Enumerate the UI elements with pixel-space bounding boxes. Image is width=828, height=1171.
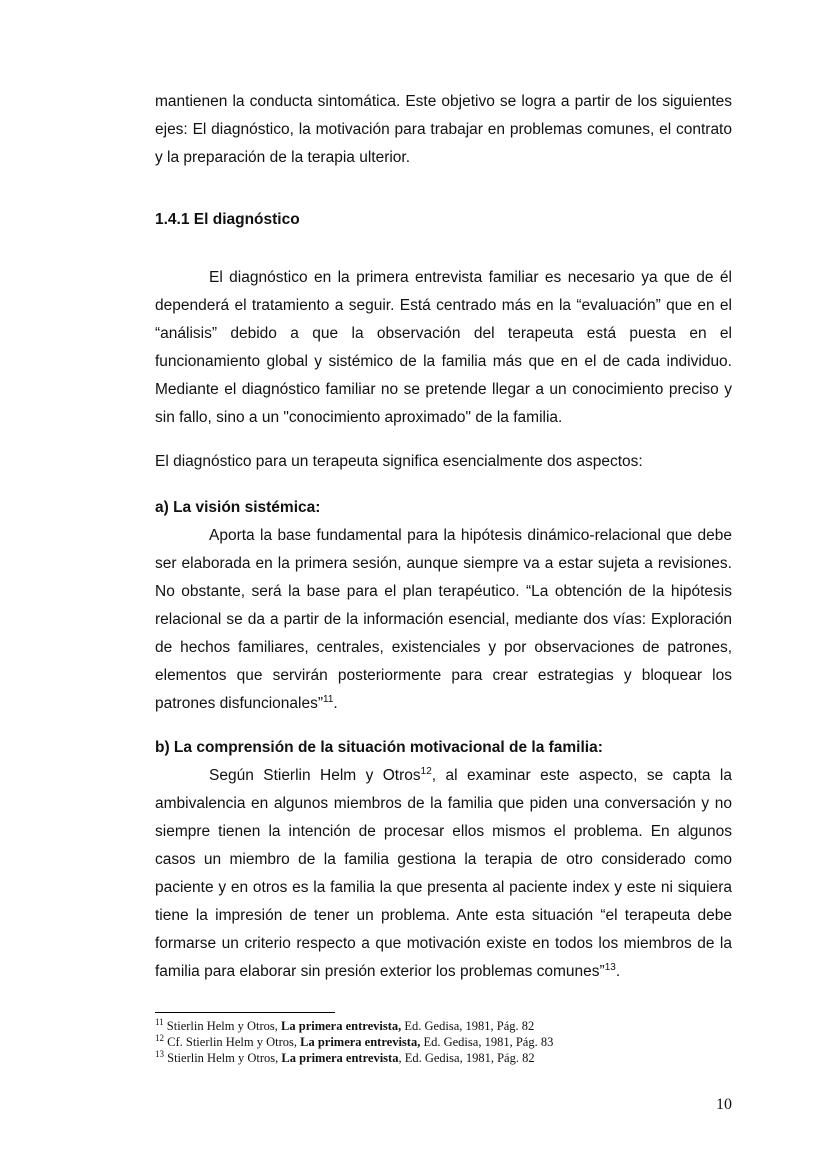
footnotes-section bbox=[155, 1012, 732, 1066]
aspect-a-heading: a) La visión sistémica: bbox=[155, 499, 321, 516]
footnote-ref-11: 11 bbox=[323, 693, 334, 705]
footnote-12-cite: Ed. Gedisa, 1981, Pág. 83 bbox=[420, 1035, 554, 1049]
aspect-a-after: . bbox=[333, 695, 338, 712]
paragraph-aspect-a bbox=[155, 522, 732, 718]
footnote-11-number: 11 bbox=[155, 1016, 164, 1027]
paragraph-intro: mantienen la conducta sintomática. Este objetivo se logra a partir de los siguientes ejes: El diagnóstico, la motivación para trabajar en problemas comunes, el contrato y la preparación de la terapia ulterior. bbox=[155, 93, 732, 166]
footnote-11-cite: Ed. Gedisa, 1981, Pág. 82 bbox=[401, 1019, 535, 1033]
aspect-a-text: Aporta la base fundamental para la hipótesis dinámico-relacional que debe ser elaborada en la primera sesión, aunque siempre va a estar sujeta a revisiones. No obstante, será la base para el plan terapéutico. “La obtención de la hipótesis relacional se da a partir de la información esencial, mediante dos vías: Exploración de hechos familiares, centrales, existenciales y por observaciones de patrones, elementos que servirán posteriormente para crear estrategias y bloquear los patrones disfuncionales” bbox=[155, 527, 732, 712]
footnote-divider bbox=[155, 1012, 335, 1013]
footnote-ref-12: 12 bbox=[420, 765, 432, 777]
paragraph-aspect-b bbox=[155, 762, 732, 986]
footnote-13-cite: , Ed. Gedisa, 1981, Pág. 82 bbox=[398, 1051, 535, 1065]
footnote-12 bbox=[155, 1034, 732, 1050]
footnote-11 bbox=[155, 1018, 732, 1034]
footnote-11-text: Stierlin Helm y Otros, bbox=[163, 1019, 282, 1033]
footnote-ref-13: 13 bbox=[604, 961, 616, 973]
footnote-13-number: 13 bbox=[155, 1048, 164, 1059]
paragraph-aspects-intro: El diagnóstico para un terapeuta significa esencialmente dos aspectos: bbox=[155, 453, 643, 470]
aspect-b-part3: . bbox=[615, 963, 621, 980]
footnote-13-title: La primera entrevista bbox=[281, 1051, 399, 1065]
page-content bbox=[155, 88, 732, 986]
aspect-b-part2: , al examinar este aspecto, se capta la ambivalencia en algunos miembros de la familia que piden una conversación y no siempre tienen la intención de procesar ellos mismos el problema. En algunos casos un miembro de la familia gestiona la terapia de otro considerado como paciente y en otros es la familia la que presenta al paciente index y este ni siquiera tiene la impresión de tener un problema. Ante esta situación “el terapeuta debe formarse un criterio respecto a que motivación existe en todos los miembros de la familia para elaborar sin presión exterior los problemas comunes” bbox=[155, 767, 732, 980]
section-heading: 1.4.1 El diagnóstico bbox=[155, 211, 300, 228]
footnote-12-title: La primera entrevista, bbox=[300, 1035, 421, 1049]
aspect-b-heading: b) La comprensión de la situación motivacional de la familia: bbox=[155, 739, 603, 756]
footnote-12-text: Cf. Stierlin Helm y Otros, bbox=[164, 1035, 301, 1049]
footnote-13 bbox=[155, 1050, 732, 1066]
aspect-b-part1: Según Stierlin Helm y Otros bbox=[209, 767, 421, 784]
paragraph-diagnostico: El diagnóstico en la primera entrevista familiar es necesario ya que de él dependerá el tratamiento a seguir. Está centrado más en la “evaluación” que en el “análisis” debido a que la observación del terapeuta está puesta en el funcionamiento global y sistémico de la familia más que en el de cada individuo. Mediante el diagnóstico familiar no se pretende llegar a un conocimiento preciso y sin fallo, sino a un "conocimiento aproximado" de la familia. bbox=[155, 269, 732, 426]
footnote-12-number: 12 bbox=[155, 1032, 164, 1043]
footnote-11-title: La primera entrevista, bbox=[281, 1019, 402, 1033]
footnote-13-text: Stierlin Helm y Otros, bbox=[164, 1051, 282, 1065]
page-number: 10 bbox=[716, 1096, 732, 1113]
